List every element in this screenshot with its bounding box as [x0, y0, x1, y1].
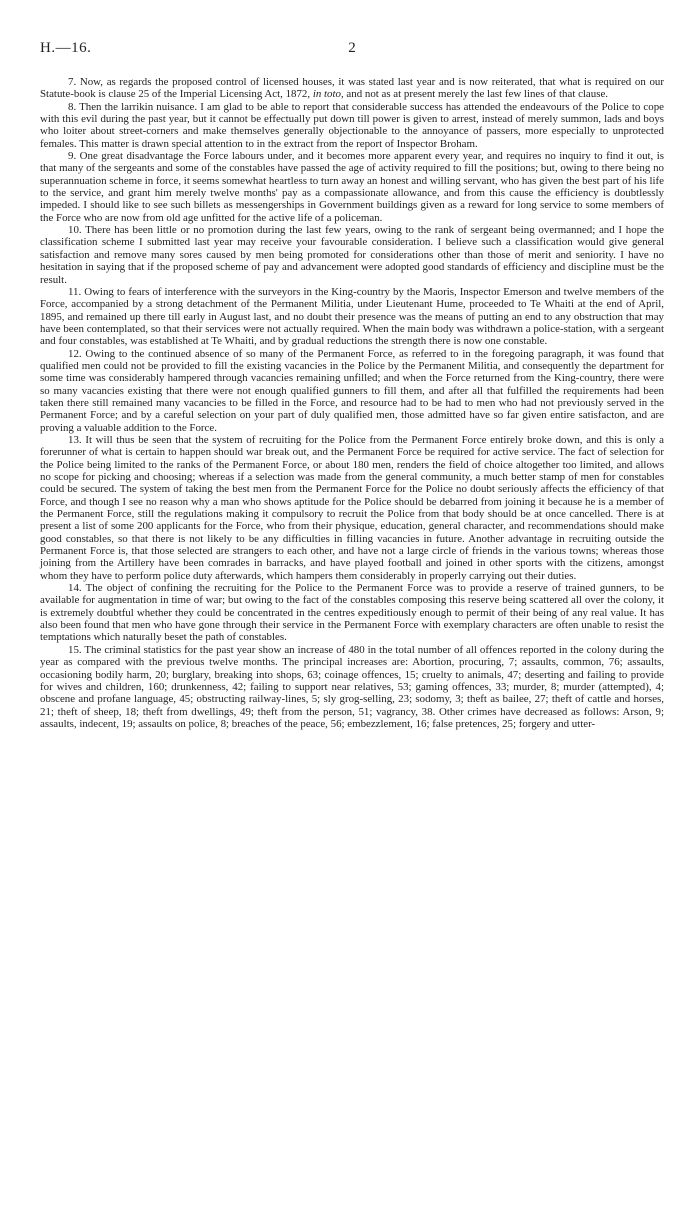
paragraph-8: 8. Then the larrikin nuisance. I am glad to be able to report that considerable success has attended the endeavours of the Police to cope with this evil during the past year, but it cannot be effectually put down till power is given to arrest, instead of merely summon, lads and boys who loiter about street-corners and make themselves generally objectionable to the annoyance of passers, more especially to unprotected females. This matter is drawn special attention to in the extract from the report of Inspector Broham.: [40, 100, 664, 150]
paragraph-7: [40, 76, 664, 101]
paragraph-10: 10. There has been little or no promotion during the last few years, owing to the rank of sergeant being overmanned; and I hope the classification scheme I submitted last year may receive your favourable consideration. I believe such a classification would give general satisfaction and remove many sores caused by men being promoted for considerations other than those of merit and seniority. I have no hesitation in saying that if the proposed scheme of pay and advancement were adopted good standards of efficiency and discipline must be the result.: [40, 224, 664, 286]
paragraph-15: 15. The criminal statistics for the past year show an increase of 480 in the total number of all offences reported in the colony during the year as compared with the previous twelve months. The principal increases are: Abortion, procuring, 7; assaults, common, 76; assaults, occasioning bodily harm, 20; burglary, breaking into shops, 63; coinage offences, 15; cruelty to animals, 47; deserting and failing to provide for wives and children, 160; drunkenness, 42; failing to support near relatives, 53; gaming offences, 33; murder, 8; murder (attempted), 4; obscene and profane language, 45; obstructing railway-lines, 5; sly grog-selling, 23; sodomy, 3; theft as bailee, 27; theft of cattle and horses, 21; theft of sheep, 18; theft from dwellings, 49; theft from the person, 51; vagrancy, 38. Other crimes have decreased as follows: Arson, 9; assaults, indecent, 19; assaults on police, 8; breaches of the peace, 56; embezzlement, 16; false pretences, 25; forgery and utter-: [40, 643, 664, 730]
paragraph-7-italic: in toto,: [312, 88, 344, 101]
paragraph-9: 9. One great disadvantage the Force labours under, and it becomes more apparent every year, and requires no inquiry to find it out, is that many of the sergeants and some of the constables have passed the age of activity required to fill the positions; but, owing to there being no superannuation scheme in force, it seems somewhat heartless to turn away an honest and willing servant, who has given the best part of his life to the service, and grant him merely twelve months' pay as a compassionate allowance, and from this cause the efficiency is doubtlessly impeded. I should like to see such billets as messengerships in Government buildings given as a reward for long service to some members of the Force who are now from old age unfitted for the active life of a policeman.: [40, 150, 664, 224]
paragraph-11: 11. Owing to fears of interference with the surveyors in the King-country by the Maoris, Inspector Emerson and twelve members of the Force, accompanied by a strong detachment of the Permanent Militia, under Lieutenant Hume, proceeded to Te Whaiti at the end of April, 1895, and remained up there till early in August last, and no doubt their presence was the means of putting an end to any obstruction that may have been contemplated, so that their services were not actually required. When the main body was withdrawn a police-station, with a sergeant and four constables, was established at Te Whaiti, and by gradual reductions the strength there is now one constable.: [40, 285, 664, 348]
page-header: [40, 40, 664, 62]
paper-reference: H.—16.: [40, 40, 92, 56]
paragraph-13: 13. It will thus be seen that the system of recruiting for the Police from the Permanent Force entirely broke down, and this is only a forerunner of what is certain to happen should war break out, and the Permanent Force be required for active service. The fact of selection for the Police being limited to the ranks of the Permanent Force, or about 180 men, renders the field of choice altogether too limited, and allows no scope for picking and choosing; whereas if a selection was made from the general community, a much better stamp of men for constables could be secured. The system of taking the best men from the Permanent Force for the Police no doubt seriously affects the efficiency of that Force, and though I see no reason why a man who shows aptitude for the Police should be debarred from joining it because he is a member of the Permanent Force, still the regulations making it compulsory to recruit the Police from that body should be at once cancelled. There is at present a list of some 200 applicants for the Force, who from their physique, education, general character, and recommendations should make good constables, so that there is not likely to be any difficulties in filling vacancies in future. Another advantage in recruiting outside the Permanent Force is, that those selected are strangers to each other, and have not a large circle of friends in the various towns; whereas those joining from the Artillery have been comrades in barracks, and have played football and joined in other sports with the citizens, amongst whom they have to perform police duty afterwards, which hampers them considerably in properly carrying out their duties.: [40, 433, 664, 582]
paragraph-7-lead: 7. Now, as regards the proposed control of licensed houses, it was stated last year and is now reiterated, that what is required on our Statute-book is clause 25 of the Imperial Licensing Act, 1872,: [40, 76, 664, 101]
paragraph-12: 12. Owing to the continued absence of so many of the Permanent Force, as referred to in the foregoing paragraph, it was found that qualified men could not be provided to fill the existing vacancies in the Police by the Permanent Militia, and consequently the department for some time was considerably hampered through vacancies remaining unfilled; and when the Force returned from the King-country, there were so many vacancies existing that there were not enough qualified gunners to fill them, and after all that fulfilled the requirements had been taken there still remained many vacancies to be filled in the Force, and resource had to be had to men who had not previously served in the Permanent Force; and by a careful selection on your part of duly qualified men, those admitted have so far given entire satisfacton, and are proving a valuable addition to the Force.: [40, 347, 664, 434]
paragraph-14: 14. The object of confining the recruiting for the Police to the Permanent Force was to provide a reserve of trained gunners, to be available for augmentation in time of war; but owing to the fact of the constables composing this reserve being scattered all over the colony, it is extremely doubtful whether they could be concentrated in the centres expeditiously enough to permit of their being of any real value. It has also been found that men who have gone through their service in the Permanent Force with exemplary characters are often unable to resist the temptations which naturally beset the path of constables.: [40, 582, 664, 644]
paragraph-7-tail: and not as at present merely the last few lines of that clause.: [346, 88, 609, 101]
body-text: [40, 76, 664, 730]
page-number: 2: [348, 40, 356, 56]
